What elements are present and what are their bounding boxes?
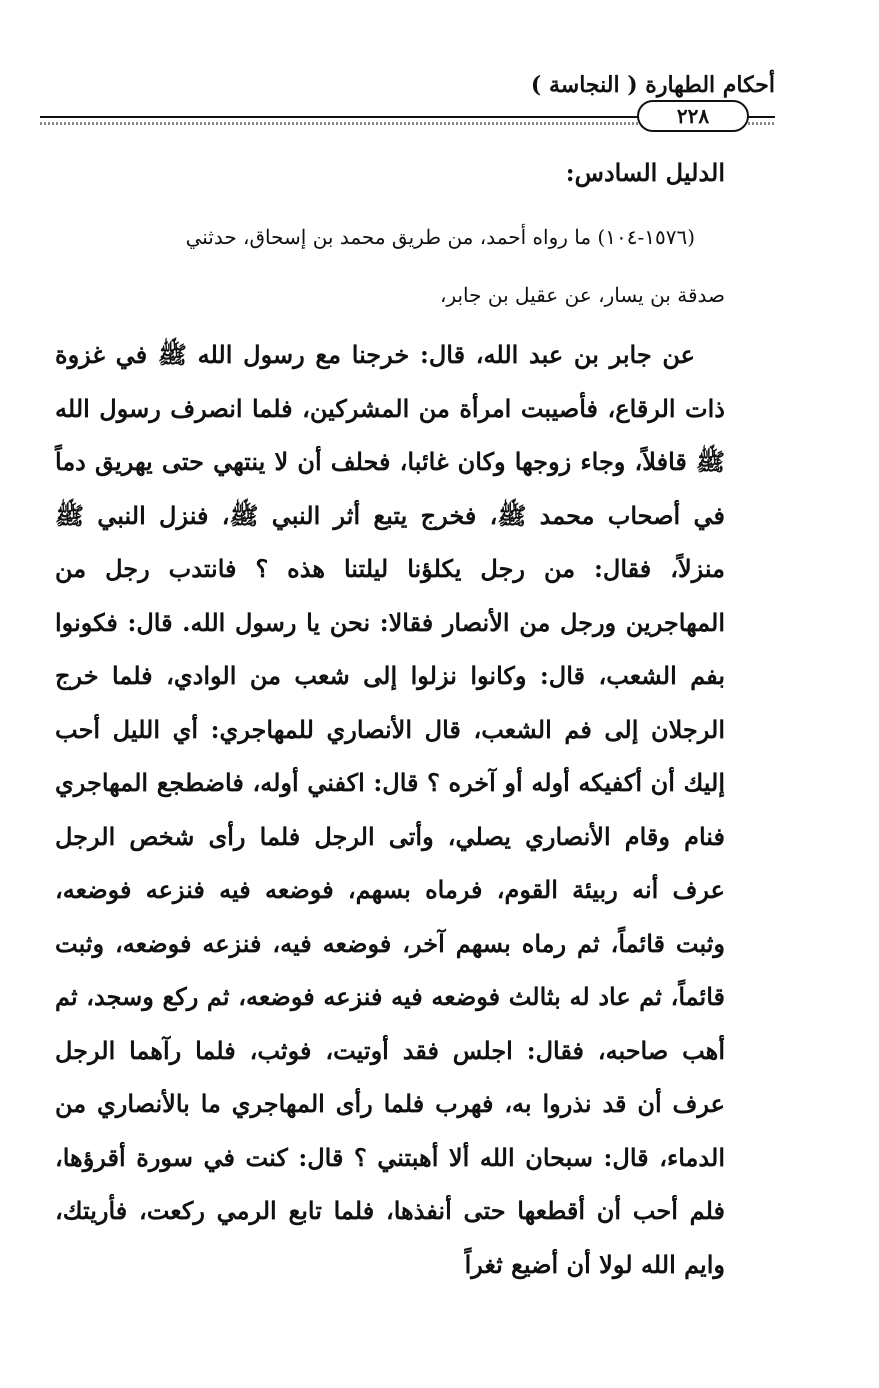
- page-number: ٢٢٨: [637, 100, 749, 132]
- page-body: [55, 150, 725, 1291]
- section-heading: الدليل السادس:: [565, 158, 725, 187]
- hadith-text: عن جابر بن عبد الله، قال: خرجنا مع رسول الله ﷺ في غزوة ذات الرقاع، فأصيبت امرأة من المشركين، فلما انصرف رسول الله ﷺ قافلاً، وجاء زوجها وكان غائبا، فحلف أن لا ينتهي حتى يهريق دماً في أصحاب محمد ﷺ، فخرج يتبع أثر النبي ﷺ، فنزل النبي ﷺ منزلاً، فقال: من رجل يكلؤنا ليلتنا هذه ؟ فانتدب رجل من المهاجرين ورجل من الأنصار فقالا: نحن يا رسول الله. قال: فكونوا بفم الشعب، قال: وكانوا نزلوا إلى شعب من الوادي، فلما خرج الرجلان إلى فم الشعب، قال الأنصاري للمهاجري: أي الليل أحب إليك أن أكفيكه أوله أو آخره ؟ قال: اكفني أوله، فاضطجع المهاجري فنام وقام الأنصاري يصلي، وأتى الرجل فلما رأى شخص الرجل عرف أنه ربيئة القوم، فرماه بسهم، فوضعه فيه فنزعه فوضعه، وثبت قائماً، ثم رماه بسهم آخر، فوضعه فيه، فنزعه فوضعه، وثبت قائماً، ثم عاد له بثالث فوضعه فيه فنزعه فوضعه، ثم ركع وسجد، ثم أهب صاحبه، فقال: اجلس فقد أوتيت، فوثب، فلما رآهما الرجل عرف أن قد نذروا به، فهرب فلما رأى المهاجري ما بالأنصاري من الدماء، قال: سبحان الله ألا أهبتني ؟ قال: كنت في سورة أقرؤها، فلم أحب أن أقطعها حتى أنفذها، فلما تابع الرمي ركعت، فأريتك، وايم الله لولا أن أضيع ثغراً: [55, 340, 726, 1279]
- running-title: أحكام الطهارة ( النجاسة ): [530, 72, 775, 98]
- page-header: [40, 70, 775, 130]
- hadith-citation-continued: صدقة بن يسار، عن عقيل بن جابر،: [439, 283, 725, 307]
- hadith-citation: (١٥٧٦-١٠٤) ما رواه أحمد، من طريق محمد بن إسحاق، حدثني: [185, 225, 695, 249]
